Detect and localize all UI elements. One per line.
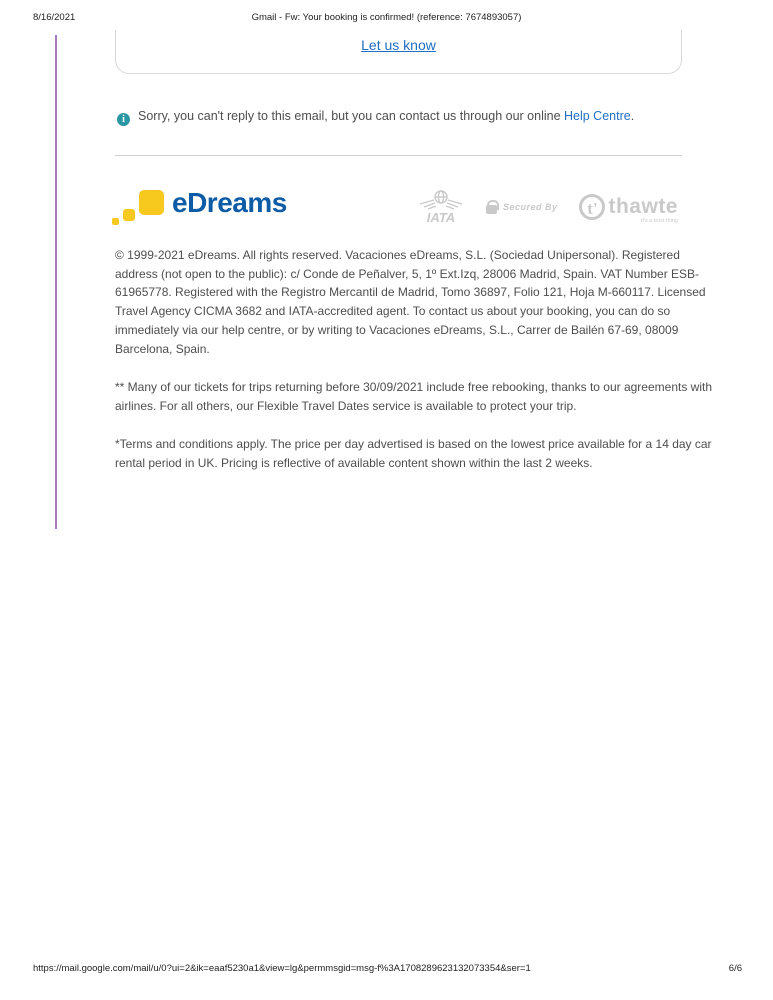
notice-text-end: . <box>630 109 635 123</box>
iata-logo <box>418 188 464 226</box>
secured-by-label: Secured By <box>502 202 558 212</box>
svg-text:IATA: IATA <box>426 210 456 225</box>
divider-line <box>115 155 682 156</box>
terms-paragraph <box>115 435 712 472</box>
thawte-circle-icon: t' <box>579 194 605 220</box>
info-icon: i <box>117 113 130 126</box>
legal-line: Barcelona, Spain. <box>115 341 210 356</box>
help-centre-link[interactable]: Help Centre <box>564 109 631 123</box>
legal-line: © 1999-2021 eDreams. All rights reserved. Vacaciones eDreams, S.L. (Sociedad Unipersonal). Registered <box>115 248 680 262</box>
legal-line: immediately via our help centre, or by writing to Vacaciones eDreams, S.L., Carrer de Bailén 67-69, 08009 <box>115 322 679 337</box>
thawte-logo <box>579 194 678 224</box>
print-footer <box>0 963 773 977</box>
thawte-wordmark: thawte <box>608 195 678 218</box>
let-us-know-link[interactable]: Let us know <box>361 37 436 53</box>
footer-logos-row <box>115 183 682 231</box>
print-title: Gmail - Fw: Your booking is confirmed! (reference: 7674893057) <box>251 12 522 23</box>
print-url: https://mail.google.com/mail/u/0?ui=2&ik=eaaf5230a1&view=lg&permmsgid=msg-f%3A1708289623132073354&ser=1 <box>33 963 531 974</box>
secured-by-seal <box>486 201 558 214</box>
edreams-logo-square-large <box>139 190 164 215</box>
legal-line: 61965778. Registered with the Registro Mercantil de Madrid, Tomo 36897, Folio 121, Hoja M-660117. Licensed <box>115 285 706 300</box>
thawte-tagline: it's a trust thing <box>641 218 678 224</box>
lock-icon <box>486 205 497 214</box>
terms-line: *Terms and conditions apply. The price per day advertised is based on the lowest price available for a 14 day car <box>115 437 712 451</box>
legal-line: address (not open to the public): c/ Conde de Peñalver, 5, 1º Ext.Izq, 28006 Madrid, Spain. VAT Number ESB- <box>115 266 700 281</box>
legal-line: Travel Agency CICMA 3682 and IATA-accredited agent. To contact us about your booking, you can do so <box>115 304 671 319</box>
rebooking-paragraph <box>115 378 712 415</box>
edreams-logo-wordmark: eDreams <box>172 187 287 218</box>
edreams-logo <box>112 185 287 229</box>
edreams-logo-square-small <box>112 218 119 225</box>
print-date: 8/16/2021 <box>33 12 76 23</box>
notice-text: Sorry, you can't reply to this email, but you can contact us through our online <box>138 109 564 123</box>
no-reply-notice <box>117 109 682 126</box>
terms-line: rental period in UK. Pricing is reflective of available content shown within the last 2 weeks. <box>115 455 593 470</box>
print-header <box>0 12 773 26</box>
legal-paragraph <box>115 246 706 358</box>
rebooking-line: airlines. For all others, our Flexible Travel Dates service is available to protect your trip. <box>115 398 577 413</box>
print-page-number: 6/6 <box>728 963 742 974</box>
iata-winged-globe-icon <box>418 188 464 226</box>
thread-purple-line <box>55 35 57 529</box>
rebooking-line: ** Many of our tickets for trips returning before 30/09/2021 include free rebooking, thanks to our agreements with <box>115 380 712 394</box>
feedback-card <box>115 30 682 74</box>
trust-seals <box>418 183 678 231</box>
edreams-logo-square-medium <box>123 209 135 221</box>
